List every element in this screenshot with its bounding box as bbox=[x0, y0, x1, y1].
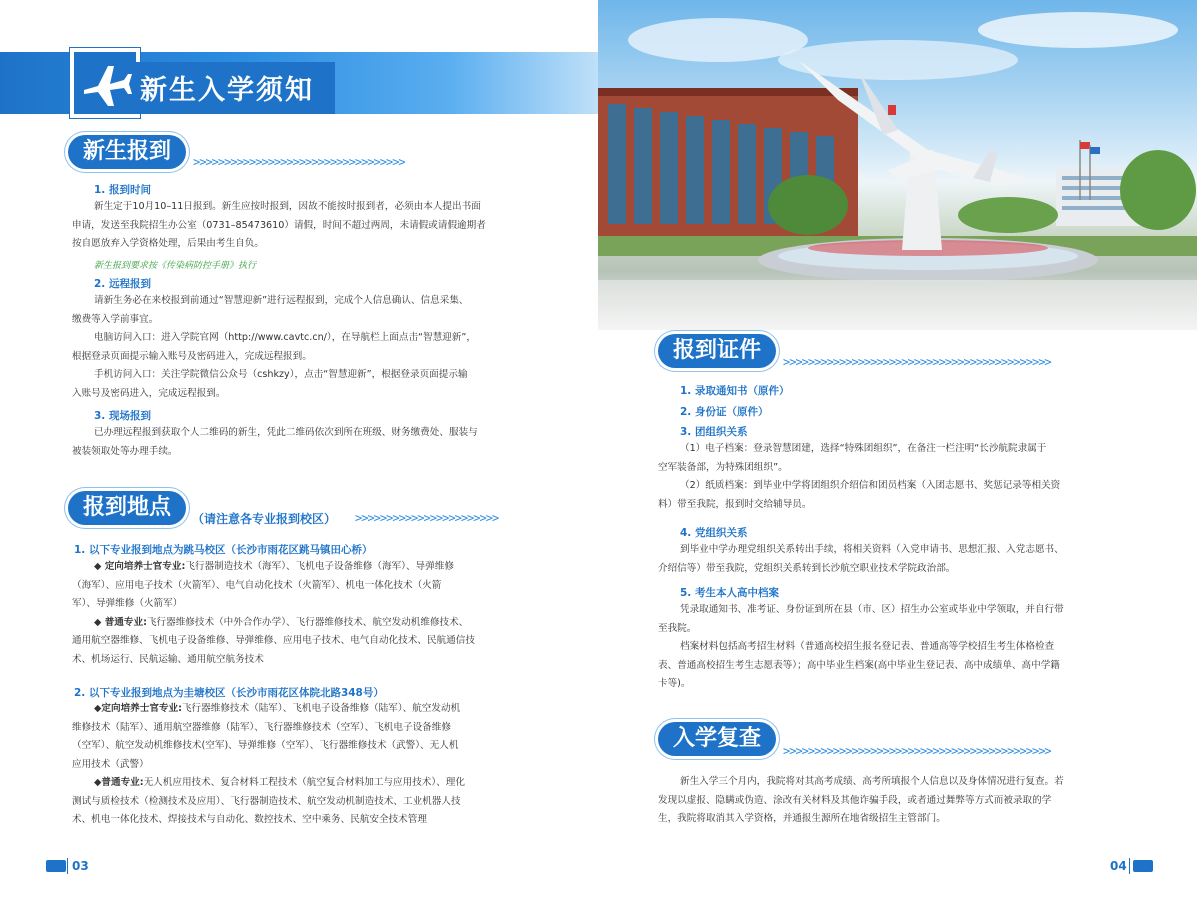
campus-tiaoma-list bbox=[72, 558, 547, 669]
paragraph-party bbox=[658, 541, 1150, 578]
page-title: 新生入学须知 bbox=[140, 75, 314, 106]
text-line: 应用技术（武警） bbox=[72, 758, 149, 770]
text-line: 手机访问入口：关注学院微信公众号（cshkzy），点击“智慧迎新”，根据登录页面提示输 bbox=[94, 369, 468, 380]
text-line: 根据登录页面提示输入账号及密码进入，完成远程报到。 bbox=[72, 350, 312, 362]
text-line: （2）纸质档案：到毕业中学将团组织介绍信和团员档案（入团志愿书、奖惩记录等相关资 bbox=[680, 480, 1061, 491]
text-line: 被装领取处等办理手续。 bbox=[72, 445, 178, 457]
paragraph-onsite bbox=[72, 424, 564, 461]
text-line: 无人机应用技术、复合材料工程技术（航空复合材料加工与应用技术）、理化 bbox=[143, 777, 465, 788]
text-line: 料）带至我院，报到时交给辅导员。 bbox=[658, 498, 812, 510]
text-line: 生，我院将取消其入学资格，并通报生源所在地省级招生主管部门。 bbox=[658, 813, 946, 824]
paragraph-time bbox=[72, 198, 564, 254]
text-line: 申请，发送至我院招生办公室（0731–85473610）请假，时间不超过两周，未请假或请假逾期者 bbox=[72, 219, 486, 231]
paragraph-archive bbox=[658, 601, 1150, 694]
paragraph-review bbox=[658, 773, 1150, 829]
text-line: 术、机电一体化技术、焊接技术与自动化、数控技术、空中乘务、民航安全技术管理 bbox=[72, 814, 427, 825]
label-sergeant: ◆ 定向培养士官专业: bbox=[94, 561, 186, 572]
campus-guitang-list bbox=[72, 700, 547, 830]
epidemic-note: 新生报到要求按《传染病防控手册》执行 bbox=[94, 261, 257, 271]
text-line: 到毕业中学办理党组织关系转出手续，将相关资料（入党申请书、思想汇报、入党志愿书、 bbox=[680, 544, 1064, 555]
text-line: 军）、导弹维修（火箭军） bbox=[72, 598, 183, 609]
text-line: 按自愿放弃入学资格处理，后果由考生自负。 bbox=[72, 238, 264, 249]
divider bbox=[1129, 858, 1130, 874]
location-subtitle: （请注意各专业报到校区） bbox=[192, 512, 337, 526]
label-sergeant: ◆定向培养士官专业: bbox=[94, 703, 182, 714]
section-pill-review: 入学复查 bbox=[658, 722, 776, 756]
label-general: ◆ 普通专业: bbox=[94, 616, 147, 628]
text-line: （空军）、航空发动机维修技术(空军)、导弹维修（空军）、飞行器维修技术（武警）、无人机 bbox=[72, 740, 459, 751]
subheading-remote: 2. 远程报到 bbox=[94, 278, 151, 290]
text-line: 新生入学三个月内，我院将对其高考成绩、高考所填报个人信息以及身体情况进行复查。若 bbox=[680, 776, 1064, 787]
text-line: 测试与质检技术（检测技术及应用）、飞行器制造技术、航空发动机制造技术、工业机器人技 bbox=[72, 795, 461, 807]
section-arrows: >>>>>>>>>>>>>>>>>>>>>>>>>>>>>>>>>> bbox=[193, 155, 405, 169]
doc-item-4: 4. 党组织关系 bbox=[680, 527, 748, 539]
section-arrows: >>>>>>>>>>>>>>>>>>>>>>>>>>>>>>>>>>>>>>>>>>> bbox=[783, 355, 1051, 369]
campus-guitang-heading: 2. 以下专业报到地点为圭塘校区（长沙市雨花区体院北路348号） bbox=[74, 687, 384, 699]
campus-jet-monument-image bbox=[598, 0, 1197, 330]
text-line: 介绍信等）带至我院，党组织关系转到长沙航空职业技术学院政治部。 bbox=[658, 562, 956, 574]
text-line: 发现以虚报、隐瞒或伪造、涂改有关材料及其他诈骗手段，或者通过舞弊等方式而被录取的学 bbox=[658, 794, 1052, 806]
text-line: （海军）、应用电子技术（火箭军）、电气自动化技术（火箭军）、机电一体化技术（火箭 bbox=[72, 579, 442, 591]
subheading-onsite: 3. 现场报到 bbox=[94, 410, 151, 422]
text-line: 通用航空器维修、飞机电子设备维修、导弹维修、应用电子技术、电气自动化技术、民航通信技 bbox=[72, 635, 475, 646]
section-pill-location: 报到地点 bbox=[68, 491, 186, 525]
subheading-time: 1. 报到时间 bbox=[94, 184, 151, 196]
section-arrows: >>>>>>>>>>>>>>>>>>>>>>> bbox=[355, 511, 499, 525]
text-line: 表、普通高校招生考生志愿表等）；高中毕业生档案(高中毕业生登记表、高中成绩单、高中学籍 bbox=[658, 659, 1060, 671]
section-pill-documents: 报到证件 bbox=[658, 334, 776, 368]
text-line: 飞行器维修技术（中外合作办学）、飞行器维修技术、航空发动机维修技术、 bbox=[146, 616, 469, 628]
text-line: 档案材料包括高考招生材料（普通高校招生报名登记表、普通高等学校招生考生体格检查 bbox=[680, 641, 1055, 652]
doc-item-1: 1. 录取通知书（原件） bbox=[680, 385, 790, 397]
text-line: 卡等)。 bbox=[658, 678, 691, 689]
text-line: 空军装备部，为特殊团组织”。 bbox=[658, 461, 788, 473]
label-general: ◆普通专业: bbox=[94, 777, 144, 788]
page-number-left: 03 bbox=[72, 859, 89, 873]
airplane-icon bbox=[74, 52, 136, 114]
campus-photo bbox=[598, 0, 1197, 330]
text-line: 新生定于10月10–11日报到。新生应按时报到，因故不能按时报到者，必须由本人提出书面 bbox=[94, 201, 481, 212]
text-line: 凭录取通知书、准考证、身份证到所在县（市、区）招生办公室或毕业中学领取，并自行带 bbox=[680, 604, 1064, 615]
doc-item-5: 5. 考生本人高中档案 bbox=[680, 587, 779, 599]
text-line: 电脑访问入口：进入学院官网（http://www.cavtc.cn/），在导航栏上面点击“智慧迎新”， bbox=[94, 332, 476, 343]
text-line: 至我院。 bbox=[658, 622, 697, 634]
text-line: 维修技术（陆军）、通用航空器维修（陆军）、飞行器维修技术（空军）、飞机电子设备维修 bbox=[72, 721, 451, 733]
text-line: 缴费等入学前事宜。 bbox=[72, 313, 159, 325]
college-logo-icon bbox=[46, 860, 66, 872]
section-arrows: >>>>>>>>>>>>>>>>>>>>>>>>>>>>>>>>>>>>>>>>>>> bbox=[783, 744, 1051, 758]
text-line: 飞行器制造技术（海军）、飞机电子设备维修（海军）、导弹维修 bbox=[185, 561, 454, 572]
paragraph-remote bbox=[72, 292, 564, 403]
section-pill-registration: 新生报到 bbox=[68, 135, 186, 169]
doc-item-2: 2. 身份证（原件） bbox=[680, 406, 769, 418]
title-plane-badge bbox=[70, 48, 140, 118]
text-line: 术、机场运行、民航运输、通用航空航务技术 bbox=[72, 653, 264, 665]
text-line: 入账号及密码进入，完成远程报到。 bbox=[72, 387, 226, 399]
campus-tiaoma-heading: 1. 以下专业报到地点为跳马校区（长沙市雨花区跳马镇田心桥） bbox=[74, 544, 373, 556]
divider bbox=[67, 858, 68, 874]
text-line: 请新生务必在来校报到前通过“智慧迎新”进行远程报到，完成个人信息确认、信息采集、 bbox=[94, 295, 469, 306]
text-line: （1）电子档案：登录智慧团建，选择“特殊团组织”，在备注一栏注明“长沙航院隶属于 bbox=[680, 443, 1047, 454]
page-number-right: 04 bbox=[1110, 859, 1127, 873]
paragraph-league bbox=[658, 440, 1150, 514]
text-line: 已办理远程报到获取个人二维码的新生，凭此二维码依次到所在班级、财务缴费处、服装与 bbox=[94, 427, 478, 438]
text-line: 飞行器维修技术（陆军）、飞机电子设备维修（陆军）、航空发动机 bbox=[181, 703, 461, 714]
doc-item-3: 3. 团组织关系 bbox=[680, 426, 748, 438]
college-logo-icon bbox=[1133, 860, 1153, 872]
